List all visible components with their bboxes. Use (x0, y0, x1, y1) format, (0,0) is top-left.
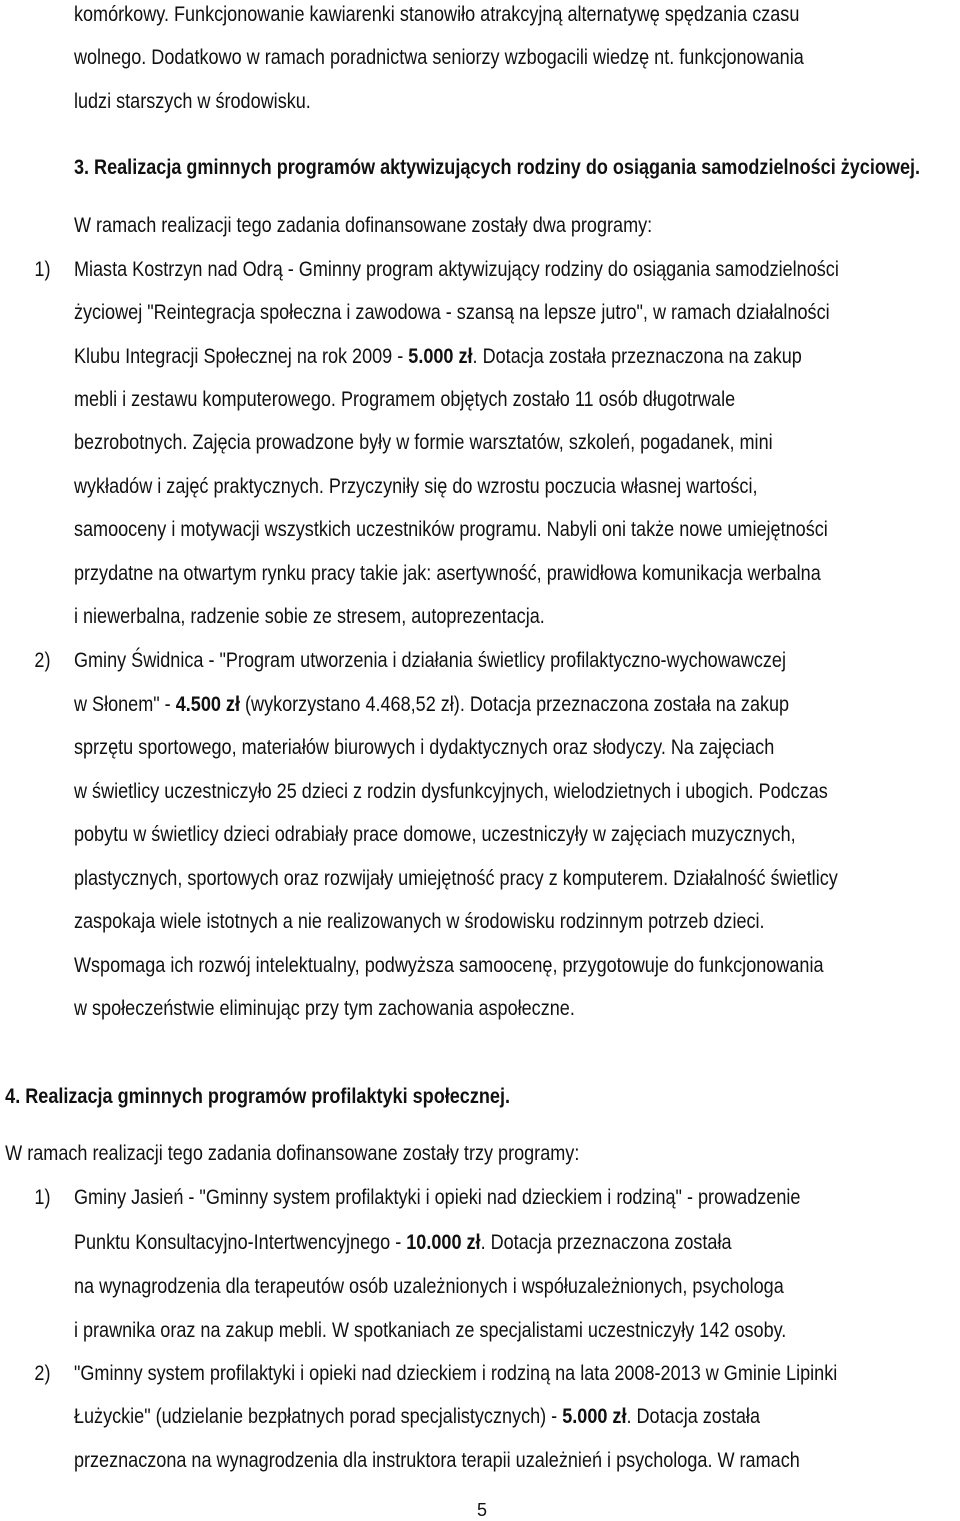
amount: 5.000 zł (408, 345, 473, 368)
amount: 4.500 zł (175, 693, 240, 716)
s3-item1-line-1: Miasta Kostrzyn nad Odrą - Gminny program aktywizujący rodziny do osiągania samodzielności (73, 258, 839, 281)
s4-item1-line-2 (74, 1232, 732, 1253)
s3-item2-line-7: zaspokaja wiele istotnych a nie realizowanych w środowisku rodzinnym potrzeb dzieci. (73, 910, 765, 933)
text-segment: Łużyckie" (udzielanie bezpłatnych porad specjalistycznych) - (73, 1405, 563, 1428)
s3-item2-line-2 (74, 694, 789, 715)
s4-item1-line-4: i prawnika oraz na zakup mebli. W spotkaniach ze specjalistami uczestniczyły 142 osoby. (73, 1319, 787, 1342)
list-marker: 2) (34, 649, 51, 672)
s3-item1-line-6: wykładów i zajęć praktycznych. Przyczyniły się do wzrostu poczucia własnej wartości, (73, 475, 758, 498)
text-segment: . Dotacja przeznaczona została (480, 1231, 732, 1254)
intro-line-3: ludzi starszych w środowisku. (73, 90, 311, 113)
page-number: 5 (477, 1500, 488, 1520)
s3-item2-line-6: plastycznych, sportowych oraz rozwijały umiejętność pracy z komputerem. Działalność świetlicy (73, 867, 838, 890)
s3-item2-line-3: sprzętu sportowego, materiałów biurowych i dydaktycznych oraz słodyczy. Na zajęciach (73, 736, 775, 759)
section-3-heading: 3. Realizacja gminnych programów aktywizujących rodziny do osiągania samodzielności życiowej. (73, 156, 921, 179)
text-segment: . Dotacja została przeznaczona na zakup (472, 345, 802, 368)
intro-line-1: komórkowy. Funkcjonowanie kawiarenki stanowiło atrakcyjną alternatywę spędzania czasu (73, 3, 800, 26)
s3-item1-line-4: mebli i zestawu komputerowego. Programem objętych zostało 11 osób długotrwale (73, 388, 736, 411)
s3-item1-line-9: i niewerbalna, radzenie sobie ze stresem, autoprezentacja. (73, 605, 545, 628)
s3-item1-line-5: bezrobotnych. Zajęcia prowadzone były w formie warsztatów, szkoleń, pogadanek, mini (73, 431, 773, 454)
s3-item1-line-3 (74, 346, 802, 367)
text-segment: w Słonem" - (73, 693, 176, 716)
s3-item2-line-5: pobytu w świetlicy dzieci odrabiały prace domowe, uczestniczyły w zajęciach muzycznych, (73, 823, 796, 846)
text-segment: Punktu Konsultacyjno-Intertwencyjnego - (73, 1231, 407, 1254)
s3-item2-line-8: Wspomaga ich rozwój intelektualny, podwyższa samoocenę, przygotowuje do funkcjonowania (73, 954, 824, 977)
text-segment: . Dotacja została (626, 1405, 760, 1428)
s3-item1-line-7: samooceny i motywacji wszystkich uczestników programu. Nabyli oni także nowe umiejętności (73, 518, 828, 541)
s3-item2-line-1: Gminy Świdnica - "Program utworzenia i działania świetlicy profilaktyczno-wychowawczej (73, 649, 786, 672)
amount: 10.000 zł (406, 1231, 481, 1254)
s4-item1-line-1: Gminy Jasień - "Gminny system profilaktyki i opieki nad dzieckiem i rodziną" - prowadzenie (73, 1186, 801, 1209)
s3-item2-line-4: w świetlicy uczestniczyło 25 dzieci z rodzin dysfunkcyjnych, wielodzietnych i ubogich. Podczas (73, 780, 828, 803)
amount: 5.000 zł (562, 1405, 627, 1428)
section-4-lead: W ramach realizacji tego zadania dofinansowane zostały trzy programy: (5, 1142, 580, 1165)
list-marker: 1) (34, 258, 51, 281)
s3-item1-line-2: życiowej "Reintegracja społeczna i zawodowa - szansą na lepsze jutro", w ramach działalności (73, 301, 830, 324)
s3-item1-line-8: przydatne na otwartym rynku pracy takie jak: asertywność, prawidłowa komunikacja werbalna (73, 562, 821, 585)
intro-line-2: wolnego. Dodatkowo w ramach poradnictwa seniorzy wzbogacili wiedzę nt. funkcjonowania (73, 46, 804, 69)
section-3-lead: W ramach realizacji tego zadania dofinansowane zostały dwa programy: (73, 214, 653, 237)
section-4-heading: 4. Realizacja gminnych programów profilaktyki społecznej. (5, 1085, 510, 1108)
list-marker: 1) (34, 1186, 51, 1209)
s4-item2-line-1: "Gminny system profilaktyki i opieki nad dzieckiem i rodziną na lata 2008-2013 w Gminie Lipinki (73, 1362, 838, 1385)
s3-item2-line-9: w społeczeństwie eliminując przy tym zachowania aspołeczne. (73, 997, 575, 1020)
list-marker: 2) (34, 1362, 51, 1385)
text-segment: (wykorzystano 4.468,52 zł). Dotacja przeznaczona została na zakup (239, 693, 790, 716)
s4-item2-line-3: przeznaczona na wynagrodzenia dla instruktora terapii uzależnień i psychologa. W ramach (73, 1449, 800, 1472)
s4-item1-line-3: na wynagrodzenia dla terapeutów osób uzależnionych i współuzależnionych, psychologa (73, 1275, 784, 1298)
s4-item2-line-2 (74, 1406, 760, 1427)
text-segment: Klubu Integracji Społecznej na rok 2009 - (73, 345, 409, 368)
